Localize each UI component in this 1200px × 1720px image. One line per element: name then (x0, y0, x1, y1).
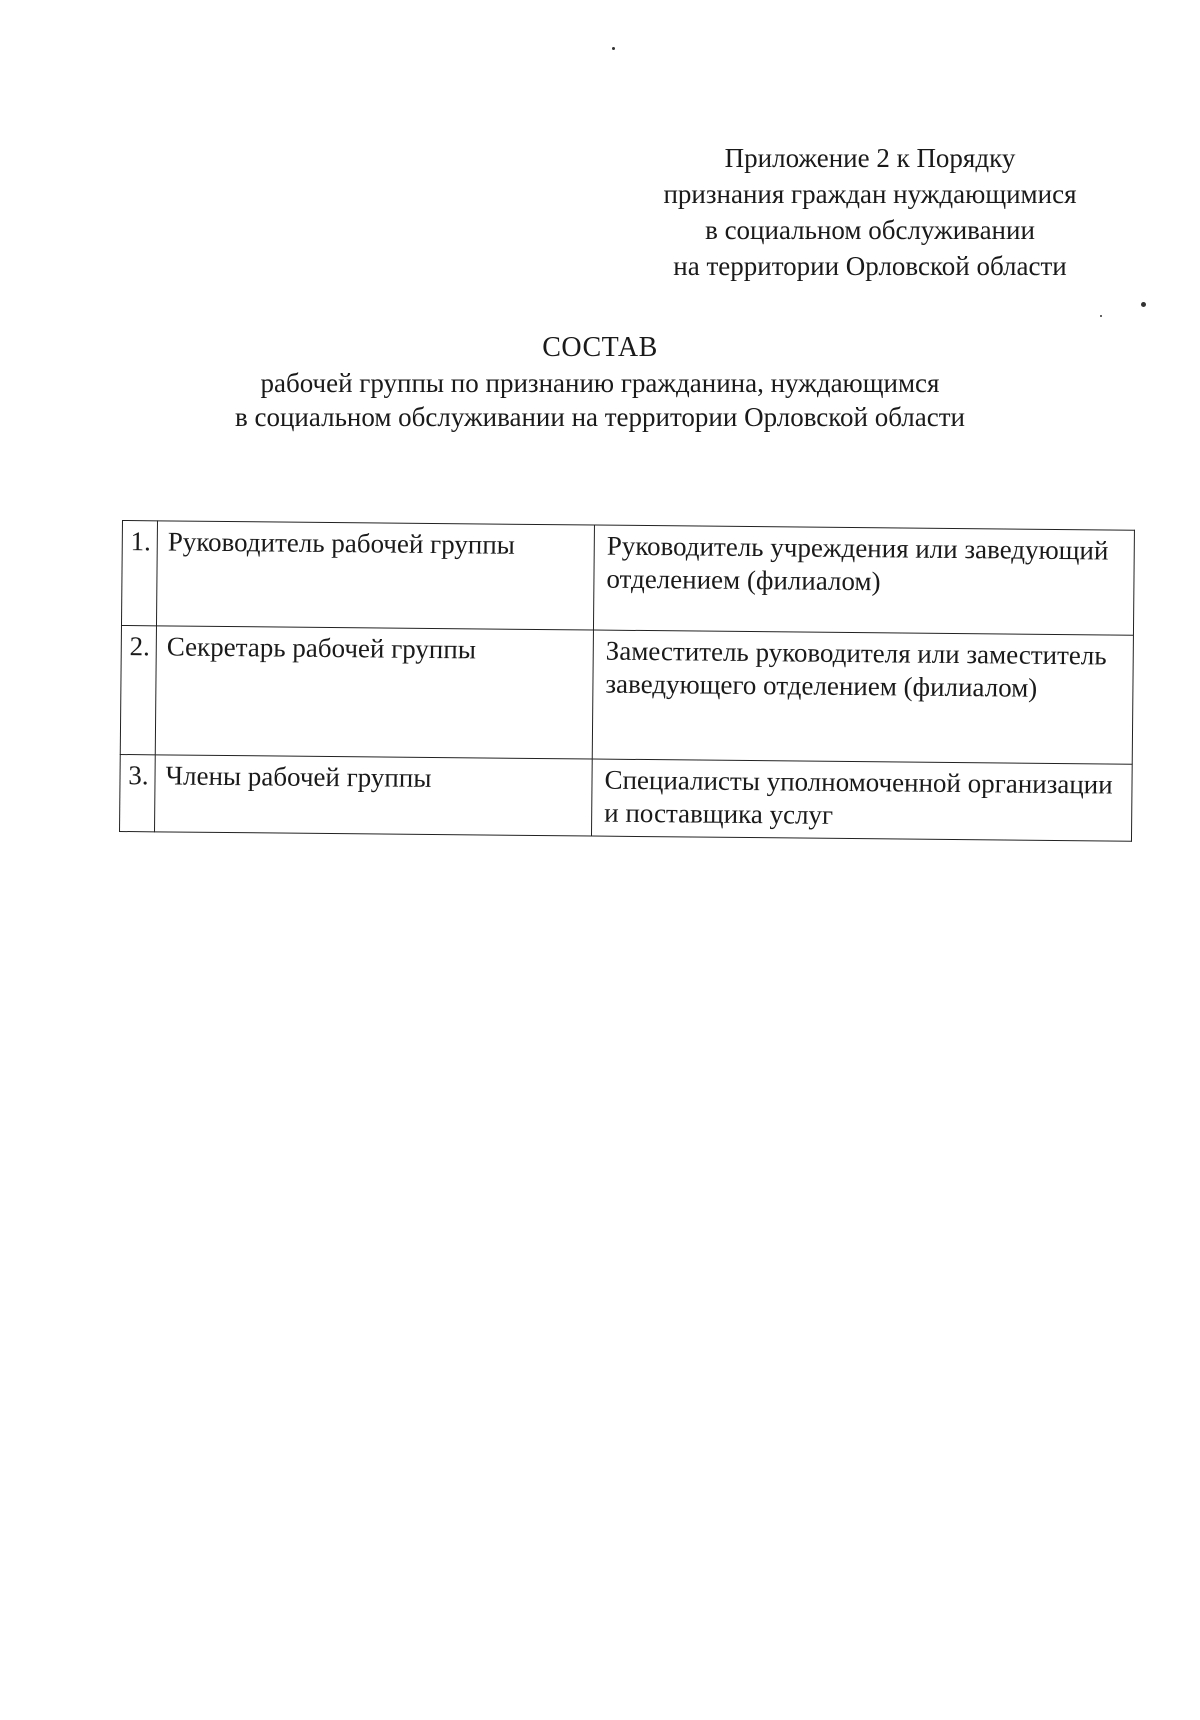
row-number: 2. (120, 625, 156, 754)
table-row (121, 521, 1134, 636)
annex-line: признания граждан нуждающимися (663, 179, 1077, 209)
document-heading (0, 330, 1200, 434)
description-cell: Специалисты уполномоченной организации и поставщика услуг (591, 759, 1132, 841)
working-group-table (119, 520, 1135, 842)
document-subtitle-line: в социальном обслуживании на территории Орловской области (235, 402, 965, 432)
role-cell: Члены рабочей группы (155, 755, 593, 836)
table-row (120, 625, 1133, 764)
annex-line: на территории Орловской области (673, 251, 1067, 281)
description-cell: Руководитель учреждения или заведующий отделением (филиалом) (593, 525, 1134, 635)
document-subtitle-line: рабочей группы по признанию гражданина, нуждающимся (260, 368, 940, 398)
row-number: 1. (121, 521, 157, 626)
role-cell: Секретарь рабочей группы (155, 626, 593, 759)
row-number: 3. (120, 754, 156, 831)
annex-line: в социальном обслуживании (705, 215, 1035, 245)
scan-speck (1100, 315, 1102, 317)
scan-speck (612, 47, 615, 50)
annex-reference (620, 140, 1120, 284)
description-cell: Заместитель руководителя или заместитель заведующего отделением (филиалом) (592, 630, 1133, 764)
role-cell: Руководитель рабочей группы (156, 521, 594, 630)
document-title: СОСТАВ (542, 332, 658, 363)
scan-speck (1141, 302, 1146, 307)
annex-line: Приложение 2 к Порядку (724, 143, 1016, 173)
table-row (120, 754, 1133, 841)
